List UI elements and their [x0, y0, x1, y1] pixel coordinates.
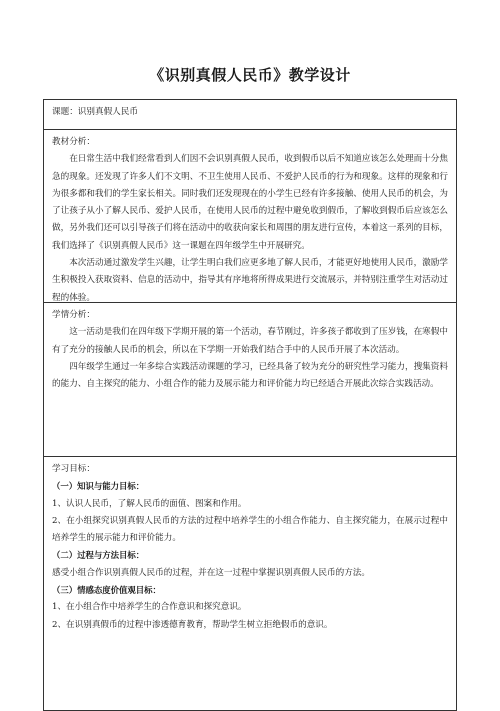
goal-item: 1、在小组合作中培养学生的合作意识和探究意识。 [52, 602, 247, 613]
goal-heading: （三）情感态度价值观目标： [52, 585, 161, 596]
subject-row [44, 100, 456, 130]
lesson-plan-table [43, 99, 457, 711]
learning-goals-label: 学习目标： [52, 464, 95, 474]
material-analysis-label: 教材分析： [52, 137, 95, 147]
student-paragraph: 这一活动是我们在四年级下学期开展的第一个活动，春节刚过，许多孩子都收到了压岁钱，在寒假中有了充分的接触人民币的机会，所以在下学期一开始我们结合手中的人民币开展了本次活动。 [52, 327, 448, 355]
subject-label: 课题：识别真假人民币 [52, 107, 138, 117]
goal-item: 1、认识人民币，了解人民币的面值、图案和作用。 [52, 498, 247, 509]
student-analysis-row [44, 303, 456, 457]
material-paragraph: 在日常生活中我们经常看到人们因不会识别真假人民币，收到假币以后不知道应该怎么处理而十分焦急的现象。还发现了许多人们不文明、不卫生使用人民币、不爱护人民币的行为和现象。这样的现象和行为很多都和我们的学生家长相关。同时我们还发现现在的小学生已经有许多接触、使用人民币的机会，为了让孩子从小了解人民币、爱护人民币，在使用人民币的过程中避免收到假币，了解收到假币后应该怎么做，另外我们还可以引导孩子们将在活动中的收获向家长和周围的朋友进行宣传，本着这一系列的目标，我们选择了《识别真假人民币》这一课题在四年级学生中开展研究。 [52, 154, 448, 251]
material-analysis-row [44, 130, 456, 303]
document-title: 《识别真假人民币》教学设计 [149, 66, 351, 84]
goal-heading: （一）知识与能力目标： [52, 481, 145, 492]
material-paragraph: 本次活动通过激发学生兴趣，让学生明白我们应更多地了解人民币，才能更好地使用人民币，激励学生积极投入获取资料、信息的活动中，指导其有序地将所得成果进行交流展示，并特别注重学生对活动过程的体验。 [52, 258, 448, 303]
goal-item: 2、在小组探究识别真假人民币的方法的过程中培养学生的小组合作能力、自主探究能力，在展示过程中培养学生的展示能力和评价能力。 [52, 515, 448, 544]
goal-item: 2、在识别真假币的过程中渗透德育教育，帮助学生树立拒绝假币的意识。 [52, 619, 333, 630]
learning-goals-row [44, 457, 456, 710]
goal-heading: （二）过程与方法目标： [52, 550, 145, 561]
student-analysis-label: 学情分析： [52, 310, 95, 320]
student-paragraph: 四年级学生通过一年多综合实践活动课题的学习，已经具备了较为充分的研究性学习能力，搜集资料的能力、自主探究的能力、小组合作的能力及展示能力和评价能力均已经适合开展此次综合实践活动。 [52, 361, 448, 390]
goal-item: 感受小组合作识别真假人民币的过程，并在这一过程中掌握识别真假人民币的方法。 [52, 567, 370, 578]
